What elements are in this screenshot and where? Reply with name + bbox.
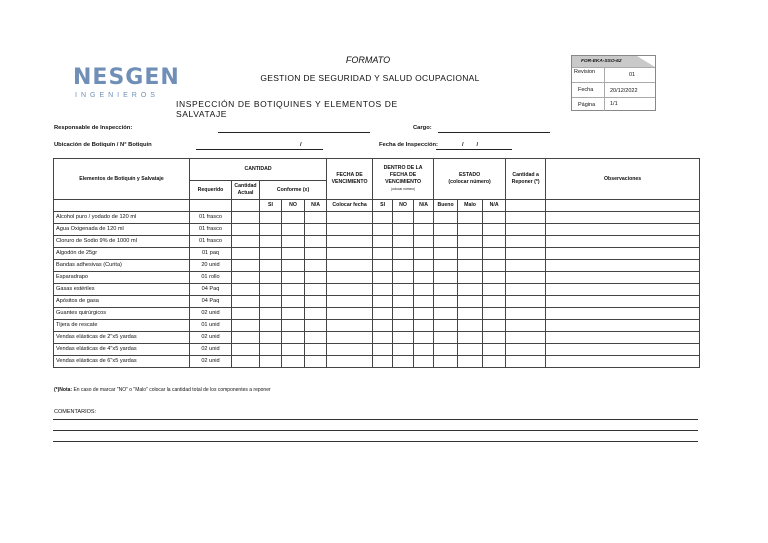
input-cell[interactable]: [260, 236, 282, 248]
subheader-si: SI: [373, 200, 393, 212]
input-cell[interactable]: [373, 320, 393, 332]
input-cell[interactable]: [506, 236, 546, 248]
company-logo: NESGEN: [73, 65, 180, 90]
input-cell[interactable]: [414, 212, 434, 224]
item-required-qty: 02 unid: [190, 356, 232, 368]
header-cantidad-actual: Cantidad Actual: [232, 181, 260, 200]
input-cell[interactable]: [373, 332, 393, 344]
table-row: [54, 272, 700, 284]
table-row: [54, 332, 700, 344]
input-cell[interactable]: [546, 296, 700, 308]
input-cell[interactable]: [260, 320, 282, 332]
input-cell[interactable]: [483, 260, 506, 272]
input-cell[interactable]: [546, 212, 700, 224]
input-cell[interactable]: [546, 248, 700, 260]
subheader-colocar-fecha: Colocar fecha: [327, 200, 373, 212]
input-cell[interactable]: [434, 320, 458, 332]
input-cell[interactable]: [414, 320, 434, 332]
item-name: Vendas elásticas de 2"x5 yardas: [54, 332, 190, 344]
input-cell[interactable]: [483, 284, 506, 296]
input-cell[interactable]: [373, 212, 393, 224]
table-row: [54, 236, 700, 248]
input-cell[interactable]: [483, 320, 506, 332]
header-cantidad-reponer: Cantidad a Reponer (*): [506, 159, 546, 200]
input-cell[interactable]: [483, 224, 506, 236]
input-cell[interactable]: [506, 308, 546, 320]
header-elementos: Elementos de Botiquín y Salvataje: [54, 159, 190, 200]
input-cell[interactable]: [327, 236, 373, 248]
input-cell[interactable]: [458, 236, 483, 248]
revision-label: Revision: [574, 69, 596, 75]
input-cell[interactable]: [373, 224, 393, 236]
responsable-field[interactable]: [218, 132, 370, 133]
header-observaciones: Observaciones: [546, 159, 700, 200]
table-row: [54, 224, 700, 236]
input-cell[interactable]: [305, 320, 327, 332]
input-cell[interactable]: [232, 320, 260, 332]
input-cell[interactable]: [232, 344, 260, 356]
input-cell[interactable]: [232, 272, 260, 284]
input-cell[interactable]: [393, 308, 414, 320]
input-cell[interactable]: [232, 308, 260, 320]
subheader-blank: [54, 200, 190, 212]
input-cell[interactable]: [434, 356, 458, 368]
input-cell[interactable]: [305, 332, 327, 344]
input-cell[interactable]: [393, 284, 414, 296]
input-cell[interactable]: [327, 320, 373, 332]
input-cell[interactable]: [373, 248, 393, 260]
input-cell[interactable]: [232, 296, 260, 308]
input-cell[interactable]: [458, 212, 483, 224]
input-cell[interactable]: [327, 284, 373, 296]
input-cell[interactable]: [305, 224, 327, 236]
input-cell[interactable]: [260, 356, 282, 368]
input-cell[interactable]: [260, 296, 282, 308]
input-cell[interactable]: [546, 236, 700, 248]
input-cell[interactable]: [282, 248, 305, 260]
input-cell[interactable]: [506, 248, 546, 260]
subheader-no: NO: [282, 200, 305, 212]
page-label: Página: [578, 102, 596, 108]
page-value: 1/1: [610, 101, 618, 107]
input-cell[interactable]: [458, 308, 483, 320]
header-conforme: Conforme (x): [260, 181, 327, 200]
input-cell[interactable]: [393, 320, 414, 332]
input-cell[interactable]: [414, 248, 434, 260]
subheader-malo: Malo: [458, 200, 483, 212]
input-cell[interactable]: [393, 332, 414, 344]
header-requerido: Requerido: [190, 181, 232, 200]
item-name: Esparadrapo: [54, 272, 190, 284]
item-required-qty: 01 paq: [190, 248, 232, 260]
subheader-blank: [546, 200, 700, 212]
input-cell[interactable]: [414, 356, 434, 368]
input-cell[interactable]: [506, 212, 546, 224]
header-fecha-vencimiento: FECHA DE VENCIMIENTO: [327, 159, 373, 200]
input-cell[interactable]: [434, 236, 458, 248]
ubicacion-separator: /: [300, 142, 302, 148]
comentarios-line[interactable]: [53, 430, 698, 431]
input-cell[interactable]: [414, 272, 434, 284]
input-cell[interactable]: [414, 284, 434, 296]
input-cell[interactable]: [232, 284, 260, 296]
input-cell[interactable]: [232, 356, 260, 368]
nota: [54, 387, 271, 393]
input-cell[interactable]: [232, 212, 260, 224]
input-cell[interactable]: [458, 284, 483, 296]
input-cell[interactable]: [393, 236, 414, 248]
item-required-qty: 01 rollo: [190, 272, 232, 284]
input-cell[interactable]: [458, 320, 483, 332]
fecha-inspeccion-slashes: / /: [462, 142, 479, 148]
input-cell[interactable]: [393, 260, 414, 272]
item-name: Vendas elásticas de 6"x5 yardas: [54, 356, 190, 368]
input-cell[interactable]: [327, 296, 373, 308]
document-title: INSPECCIÓN DE BOTIQUINES Y ELEMENTOS DE SALVATAJE: [176, 99, 398, 119]
item-required-qty: 04 Paq: [190, 296, 232, 308]
input-cell[interactable]: [282, 212, 305, 224]
input-cell[interactable]: [506, 260, 546, 272]
cargo-label: Cargo:: [413, 125, 432, 131]
input-cell[interactable]: [414, 260, 434, 272]
subheader-na: N/A: [305, 200, 327, 212]
input-cell[interactable]: [506, 284, 546, 296]
input-cell[interactable]: [260, 224, 282, 236]
system-title: GESTION DE SEGURIDAD Y SALUD OCUPACIONAL: [260, 73, 480, 83]
input-cell[interactable]: [282, 344, 305, 356]
input-cell[interactable]: [393, 296, 414, 308]
input-cell[interactable]: [373, 356, 393, 368]
input-cell[interactable]: [458, 296, 483, 308]
input-cell[interactable]: [260, 212, 282, 224]
date-row: [572, 82, 655, 98]
input-cell[interactable]: [373, 296, 393, 308]
input-cell[interactable]: [260, 272, 282, 284]
cargo-field[interactable]: [438, 132, 550, 133]
input-cell[interactable]: [434, 212, 458, 224]
table-row: [54, 296, 700, 308]
input-cell[interactable]: [232, 224, 260, 236]
input-cell[interactable]: [327, 260, 373, 272]
input-cell[interactable]: [393, 356, 414, 368]
input-cell[interactable]: [506, 356, 546, 368]
input-cell[interactable]: [282, 284, 305, 296]
input-cell[interactable]: [546, 284, 700, 296]
table-row: [54, 284, 700, 296]
input-cell[interactable]: [282, 296, 305, 308]
header-cantidad: CANTIDAD: [190, 159, 327, 181]
company-logo-subtitle: INGENIEROS: [75, 92, 159, 99]
fecha-inspeccion-label: Fecha de Inspección:: [379, 142, 438, 148]
date-value: 20/12/2022: [610, 88, 638, 94]
page-row: [572, 97, 655, 112]
table-row: [54, 212, 700, 224]
revision-value: 01: [629, 72, 636, 78]
input-cell[interactable]: [393, 272, 414, 284]
input-cell[interactable]: [232, 236, 260, 248]
input-cell[interactable]: [373, 236, 393, 248]
format-label: FORMATO: [345, 55, 391, 65]
item-required-qty: 02 unid: [190, 344, 232, 356]
revision-row: [572, 67, 655, 83]
input-cell[interactable]: [305, 248, 327, 260]
item-name: Agua Oxigenada de 120 ml: [54, 224, 190, 236]
table-row: [54, 320, 700, 332]
input-cell[interactable]: [483, 236, 506, 248]
input-cell[interactable]: [506, 344, 546, 356]
comentarios-label: COMENTARIOS:: [54, 409, 97, 415]
inspection-table: [53, 158, 700, 368]
input-cell[interactable]: [327, 308, 373, 320]
input-cell[interactable]: [393, 344, 414, 356]
input-cell[interactable]: [483, 248, 506, 260]
input-cell[interactable]: [458, 344, 483, 356]
table-row: [54, 260, 700, 272]
subheader-bueno: Bueno: [434, 200, 458, 212]
subheader-na: N/A: [414, 200, 434, 212]
input-cell[interactable]: [282, 320, 305, 332]
input-cell[interactable]: [414, 332, 434, 344]
item-name: Apósitos de gasa: [54, 296, 190, 308]
input-cell[interactable]: [458, 224, 483, 236]
input-cell[interactable]: [458, 356, 483, 368]
input-cell[interactable]: [373, 308, 393, 320]
ubicacion-label: Ubicación de Botiquín / N° Botiquín: [54, 142, 152, 148]
revision-box-corner: [637, 56, 655, 67]
dentro-fecha-note: (colocar número): [391, 187, 416, 191]
nota-text: En caso de marcar "NO" o "Malo" colocar la cantidad total de los componentes a reponer: [72, 387, 271, 393]
input-cell[interactable]: [305, 284, 327, 296]
table-row: [54, 344, 700, 356]
input-cell[interactable]: [434, 344, 458, 356]
input-cell[interactable]: [282, 332, 305, 344]
responsable-label: Responsable de Inspección:: [54, 125, 133, 131]
input-cell[interactable]: [373, 284, 393, 296]
item-name: Cloruro de Sodio 9% de 1000 ml: [54, 236, 190, 248]
input-cell[interactable]: [434, 308, 458, 320]
input-cell[interactable]: [232, 248, 260, 260]
input-cell[interactable]: [506, 296, 546, 308]
revision-box: [571, 55, 656, 111]
item-required-qty: 02 unid: [190, 332, 232, 344]
input-cell[interactable]: [414, 224, 434, 236]
input-cell[interactable]: [546, 272, 700, 284]
input-cell[interactable]: [260, 308, 282, 320]
subheader-na: N/A: [483, 200, 506, 212]
header-dentro-fecha: [373, 159, 434, 200]
input-cell[interactable]: [232, 332, 260, 344]
input-cell[interactable]: [305, 344, 327, 356]
input-cell[interactable]: [414, 236, 434, 248]
input-cell[interactable]: [393, 212, 414, 224]
input-cell[interactable]: [483, 356, 506, 368]
subheader-blank: [506, 200, 546, 212]
input-cell[interactable]: [373, 260, 393, 272]
estado-note: (colocar número): [448, 179, 491, 185]
input-cell[interactable]: [414, 296, 434, 308]
input-cell[interactable]: [546, 308, 700, 320]
input-cell[interactable]: [327, 356, 373, 368]
input-cell[interactable]: [373, 272, 393, 284]
input-cell[interactable]: [483, 296, 506, 308]
subheader-si: SI: [260, 200, 282, 212]
input-cell[interactable]: [483, 308, 506, 320]
table-row: [54, 308, 700, 320]
document-code: FOR-EKA-SSO-62: [572, 56, 655, 67]
subheader-blank: [232, 200, 260, 212]
input-cell[interactable]: [546, 320, 700, 332]
input-cell[interactable]: [305, 308, 327, 320]
input-cell[interactable]: [458, 332, 483, 344]
input-cell[interactable]: [434, 260, 458, 272]
input-cell[interactable]: [305, 272, 327, 284]
input-cell[interactable]: [305, 212, 327, 224]
input-cell[interactable]: [327, 224, 373, 236]
input-cell[interactable]: [282, 356, 305, 368]
input-cell[interactable]: [327, 332, 373, 344]
input-cell[interactable]: [305, 236, 327, 248]
dentro-fecha-text: DENTRO DE LA FECHA DE VENCIMIENTO: [383, 165, 423, 185]
table-row: [54, 356, 700, 368]
input-cell[interactable]: [434, 332, 458, 344]
nota-bold: (*)Nota:: [54, 387, 73, 393]
input-cell[interactable]: [260, 260, 282, 272]
input-cell[interactable]: [282, 236, 305, 248]
item-name: Algodón de 25gr: [54, 248, 190, 260]
input-cell[interactable]: [506, 332, 546, 344]
item-name: Gasas estériles: [54, 284, 190, 296]
input-cell[interactable]: [327, 344, 373, 356]
input-cell[interactable]: [393, 224, 414, 236]
item-name: Tijera de rescate: [54, 320, 190, 332]
item-required-qty: 01 frasco: [190, 236, 232, 248]
input-cell[interactable]: [327, 248, 373, 260]
fecha-inspeccion-field[interactable]: [436, 149, 512, 150]
estado-text: ESTADO: [458, 172, 481, 178]
input-cell[interactable]: [483, 332, 506, 344]
input-cell[interactable]: [546, 344, 700, 356]
item-required-qty: 01 unid: [190, 320, 232, 332]
item-required-qty: 20 unid: [190, 260, 232, 272]
inspection-table-body: [54, 212, 700, 368]
input-cell[interactable]: [282, 224, 305, 236]
item-name: Alcohol puro / yodado de 120 ml: [54, 212, 190, 224]
table-row: [54, 248, 700, 260]
ubicacion-field[interactable]: [196, 149, 323, 150]
item-required-qty: 04 Paq: [190, 284, 232, 296]
input-cell[interactable]: [506, 224, 546, 236]
input-cell[interactable]: [305, 356, 327, 368]
input-cell[interactable]: [327, 212, 373, 224]
input-cell[interactable]: [546, 332, 700, 344]
item-required-qty: 01 frasco: [190, 212, 232, 224]
input-cell[interactable]: [260, 344, 282, 356]
item-name: Bandas adhesivas (Curita): [54, 260, 190, 272]
date-label: Fecha: [578, 87, 594, 93]
input-cell[interactable]: [546, 224, 700, 236]
input-cell[interactable]: [282, 308, 305, 320]
comentarios-line[interactable]: [53, 419, 698, 420]
input-cell[interactable]: [434, 224, 458, 236]
input-cell[interactable]: [483, 272, 506, 284]
input-cell[interactable]: [305, 260, 327, 272]
item-required-qty: 01 frasco: [190, 224, 232, 236]
input-cell[interactable]: [434, 272, 458, 284]
input-cell[interactable]: [483, 212, 506, 224]
input-cell[interactable]: [260, 248, 282, 260]
input-cell[interactable]: [282, 272, 305, 284]
input-cell[interactable]: [458, 260, 483, 272]
input-cell[interactable]: [414, 308, 434, 320]
input-cell[interactable]: [434, 284, 458, 296]
comentarios-line[interactable]: [53, 441, 698, 442]
input-cell[interactable]: [327, 272, 373, 284]
input-cell[interactable]: [414, 344, 434, 356]
input-cell[interactable]: [260, 332, 282, 344]
header-estado: [434, 159, 506, 200]
input-cell[interactable]: [458, 248, 483, 260]
input-cell[interactable]: [305, 296, 327, 308]
input-cell[interactable]: [458, 272, 483, 284]
input-cell[interactable]: [282, 260, 305, 272]
input-cell[interactable]: [506, 272, 546, 284]
item-name: Guantes quirúrgicos: [54, 308, 190, 320]
subheader-no: NO: [393, 200, 414, 212]
input-cell[interactable]: [393, 248, 414, 260]
input-cell[interactable]: [506, 320, 546, 332]
item-name: Vendas elásticas de 4"x5 yardas: [54, 344, 190, 356]
input-cell[interactable]: [434, 296, 458, 308]
input-cell[interactable]: [260, 284, 282, 296]
input-cell[interactable]: [483, 344, 506, 356]
input-cell[interactable]: [373, 344, 393, 356]
item-required-qty: 02 unid: [190, 308, 232, 320]
input-cell[interactable]: [546, 356, 700, 368]
input-cell[interactable]: [546, 260, 700, 272]
subheader-blank: [190, 200, 232, 212]
input-cell[interactable]: [232, 260, 260, 272]
input-cell[interactable]: [434, 248, 458, 260]
